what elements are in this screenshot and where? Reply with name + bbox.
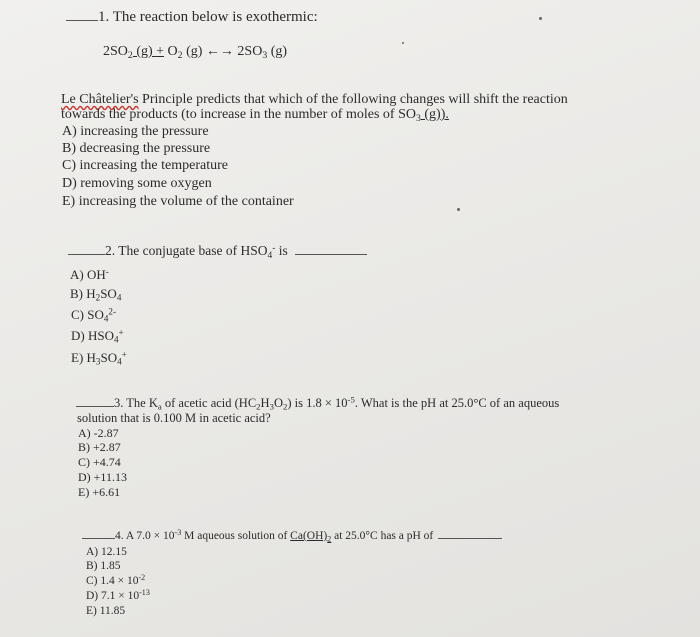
- paper-speck: [539, 17, 542, 20]
- q1-option-a[interactable]: A) increasing the pressure: [62, 124, 209, 139]
- q3-option-b[interactable]: B) +2.87: [78, 440, 121, 454]
- q4-fill-blank[interactable]: [438, 538, 502, 539]
- q3-heading: 3. The $K_a$ of acetic acid $(HC_2H_3O_2)$ is $1.8 \times 10^{-5}$. What is the pH at 25.0°C of an aqueous: [76, 395, 559, 411]
- q4-option-c[interactable]: C) $1.4 \times 10^{-2}$: [86, 572, 146, 587]
- q4-option-a[interactable]: A) 12.15: [86, 546, 127, 558]
- q1-answer-blank[interactable]: [66, 20, 98, 21]
- q4-heading: 4. A $7.0 \times 10^{-3}$ M aqueous solution of $Ca(OH)_2$ at 25.0°C has a pH of: [82, 528, 502, 544]
- q2-fill-blank[interactable]: [295, 254, 367, 255]
- q1-equation: $2SO_2$ $(g) + O_2$ (g) ←→ $2SO_3$ (g): [103, 44, 288, 61]
- q3-option-e[interactable]: E) +6.61: [78, 485, 121, 499]
- q1-stem-line2: towards the products (to increase in the number of moles of $SO_3$ (g)).: [61, 107, 449, 124]
- q4-option-b[interactable]: B) 1.85: [86, 560, 121, 572]
- q3-stem-line2: solution that is 0.100 M in acetic acid?: [77, 411, 271, 425]
- equilibrium-arrow-icon: ←→: [205, 44, 234, 59]
- paper-speck: [402, 42, 404, 44]
- q2-heading: 2. The conjugate base of $HSO_4^-$ is: [68, 243, 367, 259]
- q4-option-d[interactable]: D) $7.1 \times 10^{-13}$: [86, 587, 150, 602]
- q1-stem-line1: Le Châtelier's Principle predicts that which of the following changes will shift the reaction: [61, 92, 568, 107]
- q3-answer-blank[interactable]: [76, 406, 114, 407]
- q1-number: 1. The reaction below is exothermic:: [98, 9, 318, 25]
- q1-option-c[interactable]: C) increasing the temperature: [62, 158, 228, 173]
- q2-option-c[interactable]: C) $SO_4^{2-}$: [71, 306, 116, 324]
- q2-option-a[interactable]: A) OH-: [70, 266, 109, 282]
- paper-speck: [457, 208, 460, 211]
- q3-option-c[interactable]: C) +4.74: [78, 455, 121, 469]
- q1-option-d[interactable]: D) removing some oxygen: [62, 176, 212, 191]
- q2-option-e[interactable]: E) $H_3SO_4^+$: [71, 349, 127, 367]
- q2-answer-blank[interactable]: [68, 254, 105, 255]
- q3-option-d[interactable]: D) +11.13: [78, 470, 127, 484]
- q1-option-e[interactable]: E) increasing the volume of the container: [62, 194, 294, 209]
- q3-option-a[interactable]: A) -2.87: [78, 426, 119, 440]
- q1-heading: [66, 9, 318, 25]
- q2-option-b[interactable]: B) $H_2SO_4$: [70, 286, 122, 303]
- q4-option-e[interactable]: E) 11.85: [86, 605, 126, 617]
- q1-option-b[interactable]: B) decreasing the pressure: [62, 141, 211, 156]
- q2-option-d[interactable]: D) $HSO_4^+$: [71, 327, 124, 345]
- q4-answer-blank[interactable]: [82, 538, 115, 539]
